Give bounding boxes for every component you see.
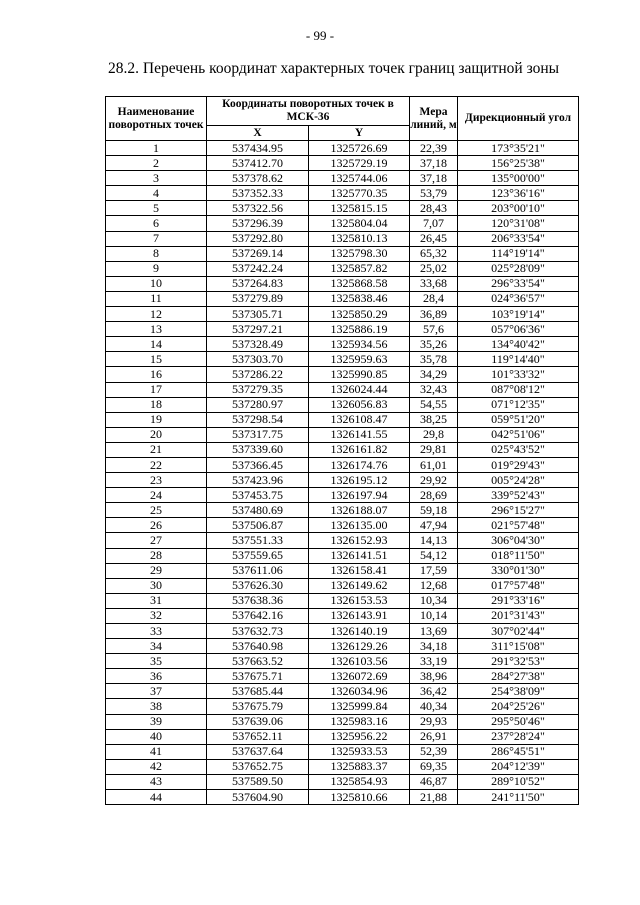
section-title: 28.2. Перечень координат характерных точек границ защитной зоны bbox=[108, 60, 560, 77]
point-number-cell: 4 bbox=[106, 186, 207, 201]
table-row bbox=[106, 216, 579, 231]
line-length-cell: 25,02 bbox=[410, 261, 458, 276]
point-number-cell: 21 bbox=[106, 442, 207, 457]
x-coordinate-cell: 537296.39 bbox=[207, 216, 309, 231]
y-coordinate-cell: 1326056.83 bbox=[309, 397, 410, 412]
direction-angle-cell: 123°36'16" bbox=[458, 186, 579, 201]
y-coordinate-cell: 1325804.04 bbox=[309, 216, 410, 231]
header-x: X bbox=[207, 126, 309, 141]
table-row bbox=[106, 593, 579, 608]
point-number-cell: 24 bbox=[106, 488, 207, 503]
table-row bbox=[106, 774, 579, 789]
table-row bbox=[106, 624, 579, 639]
y-coordinate-cell: 1326135.00 bbox=[309, 518, 410, 533]
x-coordinate-cell: 537434.95 bbox=[207, 141, 309, 156]
table-row bbox=[106, 503, 579, 518]
line-length-cell: 47,94 bbox=[410, 518, 458, 533]
table-row bbox=[106, 427, 579, 442]
direction-angle-cell: 204°25'26" bbox=[458, 699, 579, 714]
header-y: Y bbox=[309, 126, 410, 141]
direction-angle-cell: 206°33'54" bbox=[458, 231, 579, 246]
point-number-cell: 44 bbox=[106, 790, 207, 805]
x-coordinate-cell: 537279.89 bbox=[207, 291, 309, 306]
direction-angle-cell: 135°00'00" bbox=[458, 171, 579, 186]
point-number-cell: 1 bbox=[106, 141, 207, 156]
x-coordinate-cell: 537638.36 bbox=[207, 593, 309, 608]
line-length-cell: 28,4 bbox=[410, 291, 458, 306]
y-coordinate-cell: 1325838.46 bbox=[309, 291, 410, 306]
point-number-cell: 36 bbox=[106, 669, 207, 684]
direction-angle-cell: 284°27'38" bbox=[458, 669, 579, 684]
line-length-cell: 29,93 bbox=[410, 714, 458, 729]
y-coordinate-cell: 1325934.56 bbox=[309, 337, 410, 352]
x-coordinate-cell: 537675.71 bbox=[207, 669, 309, 684]
point-number-cell: 41 bbox=[106, 744, 207, 759]
y-coordinate-cell: 1325990.85 bbox=[309, 367, 410, 382]
line-length-cell: 40,34 bbox=[410, 699, 458, 714]
line-length-cell: 34,29 bbox=[410, 367, 458, 382]
y-coordinate-cell: 1325810.13 bbox=[309, 231, 410, 246]
point-number-cell: 19 bbox=[106, 412, 207, 427]
y-coordinate-cell: 1325854.93 bbox=[309, 774, 410, 789]
point-number-cell: 22 bbox=[106, 457, 207, 472]
y-coordinate-cell: 1326141.55 bbox=[309, 427, 410, 442]
line-length-cell: 7,07 bbox=[410, 216, 458, 231]
y-coordinate-cell: 1325729.19 bbox=[309, 156, 410, 171]
line-length-cell: 29,92 bbox=[410, 473, 458, 488]
table-row bbox=[106, 382, 579, 397]
point-number-cell: 40 bbox=[106, 729, 207, 744]
table-row bbox=[106, 186, 579, 201]
header-point-name: Наименование поворотных точек bbox=[106, 97, 207, 141]
x-coordinate-cell: 537559.65 bbox=[207, 548, 309, 563]
direction-angle-cell: 101°33'32" bbox=[458, 367, 579, 382]
y-coordinate-cell: 1326161.82 bbox=[309, 442, 410, 457]
point-number-cell: 2 bbox=[106, 156, 207, 171]
table-row bbox=[106, 518, 579, 533]
direction-angle-cell: 120°31'08" bbox=[458, 216, 579, 231]
x-coordinate-cell: 537506.87 bbox=[207, 518, 309, 533]
x-coordinate-cell: 537611.06 bbox=[207, 563, 309, 578]
line-length-cell: 13,69 bbox=[410, 624, 458, 639]
x-coordinate-cell: 537292.80 bbox=[207, 231, 309, 246]
line-length-cell: 35,26 bbox=[410, 337, 458, 352]
table-row bbox=[106, 457, 579, 472]
header-direction: Дирекционный угол bbox=[458, 97, 579, 141]
line-length-cell: 57,6 bbox=[410, 322, 458, 337]
line-length-cell: 32,43 bbox=[410, 382, 458, 397]
table-row bbox=[106, 307, 579, 322]
point-number-cell: 34 bbox=[106, 639, 207, 654]
direction-angle-cell: 173°35'21" bbox=[458, 141, 579, 156]
table-row bbox=[106, 412, 579, 427]
point-number-cell: 28 bbox=[106, 548, 207, 563]
point-number-cell: 9 bbox=[106, 261, 207, 276]
y-coordinate-cell: 1325933.53 bbox=[309, 744, 410, 759]
coordinates-table bbox=[105, 96, 579, 805]
direction-angle-cell: 295°50'46" bbox=[458, 714, 579, 729]
table-row bbox=[106, 367, 579, 382]
table-row bbox=[106, 276, 579, 291]
direction-angle-cell: 103°19'14" bbox=[458, 307, 579, 322]
x-coordinate-cell: 537280.97 bbox=[207, 397, 309, 412]
x-coordinate-cell: 537279.35 bbox=[207, 382, 309, 397]
line-length-cell: 33,68 bbox=[410, 276, 458, 291]
table-row bbox=[106, 669, 579, 684]
y-coordinate-cell: 1325956.22 bbox=[309, 729, 410, 744]
direction-angle-cell: 024°36'57" bbox=[458, 291, 579, 306]
point-number-cell: 43 bbox=[106, 774, 207, 789]
x-coordinate-cell: 537264.83 bbox=[207, 276, 309, 291]
y-coordinate-cell: 1325868.58 bbox=[309, 276, 410, 291]
point-number-cell: 14 bbox=[106, 337, 207, 352]
line-length-cell: 26,91 bbox=[410, 729, 458, 744]
line-length-cell: 59,18 bbox=[410, 503, 458, 518]
x-coordinate-cell: 537378.62 bbox=[207, 171, 309, 186]
direction-angle-cell: 241°11'50" bbox=[458, 790, 579, 805]
point-number-cell: 6 bbox=[106, 216, 207, 231]
table-row bbox=[106, 291, 579, 306]
line-length-cell: 38,96 bbox=[410, 669, 458, 684]
x-coordinate-cell: 537339.60 bbox=[207, 442, 309, 457]
table-row bbox=[106, 654, 579, 669]
x-coordinate-cell: 537604.90 bbox=[207, 790, 309, 805]
point-number-cell: 17 bbox=[106, 382, 207, 397]
table-row bbox=[106, 352, 579, 367]
x-coordinate-cell: 537480.69 bbox=[207, 503, 309, 518]
line-length-cell: 29,8 bbox=[410, 427, 458, 442]
line-length-cell: 28,43 bbox=[410, 201, 458, 216]
point-number-cell: 33 bbox=[106, 624, 207, 639]
y-coordinate-cell: 1326072.69 bbox=[309, 669, 410, 684]
direction-angle-cell: 286°45'51" bbox=[458, 744, 579, 759]
table-row bbox=[106, 261, 579, 276]
point-number-cell: 7 bbox=[106, 231, 207, 246]
direction-angle-cell: 025°28'09" bbox=[458, 261, 579, 276]
point-number-cell: 10 bbox=[106, 276, 207, 291]
line-length-cell: 34,18 bbox=[410, 639, 458, 654]
direction-angle-cell: 017°57'48" bbox=[458, 578, 579, 593]
direction-angle-cell: 057°06'36" bbox=[458, 322, 579, 337]
y-coordinate-cell: 1325770.35 bbox=[309, 186, 410, 201]
line-length-cell: 36,89 bbox=[410, 307, 458, 322]
x-coordinate-cell: 537366.45 bbox=[207, 457, 309, 472]
direction-angle-cell: 330°01'30" bbox=[458, 563, 579, 578]
direction-angle-cell: 114°19'14" bbox=[458, 246, 579, 261]
point-number-cell: 38 bbox=[106, 699, 207, 714]
table-row bbox=[106, 790, 579, 805]
x-coordinate-cell: 537317.75 bbox=[207, 427, 309, 442]
table-row bbox=[106, 231, 579, 246]
line-length-cell: 14,13 bbox=[410, 533, 458, 548]
x-coordinate-cell: 537652.11 bbox=[207, 729, 309, 744]
table-row bbox=[106, 684, 579, 699]
point-number-cell: 11 bbox=[106, 291, 207, 306]
y-coordinate-cell: 1326153.53 bbox=[309, 593, 410, 608]
point-number-cell: 27 bbox=[106, 533, 207, 548]
y-coordinate-cell: 1326143.91 bbox=[309, 608, 410, 623]
y-coordinate-cell: 1326024.44 bbox=[309, 382, 410, 397]
y-coordinate-cell: 1326129.26 bbox=[309, 639, 410, 654]
y-coordinate-cell: 1326103.56 bbox=[309, 654, 410, 669]
x-coordinate-cell: 537328.49 bbox=[207, 337, 309, 352]
direction-angle-cell: 042°51'06" bbox=[458, 427, 579, 442]
line-length-cell: 38,25 bbox=[410, 412, 458, 427]
x-coordinate-cell: 537305.71 bbox=[207, 307, 309, 322]
line-length-cell: 29,81 bbox=[410, 442, 458, 457]
table-row bbox=[106, 322, 579, 337]
line-length-cell: 22,39 bbox=[410, 141, 458, 156]
x-coordinate-cell: 537322.56 bbox=[207, 201, 309, 216]
x-coordinate-cell: 537639.06 bbox=[207, 714, 309, 729]
x-coordinate-cell: 537685.44 bbox=[207, 684, 309, 699]
x-coordinate-cell: 537640.98 bbox=[207, 639, 309, 654]
line-length-cell: 54,55 bbox=[410, 397, 458, 412]
point-number-cell: 30 bbox=[106, 578, 207, 593]
direction-angle-cell: 203°00'10" bbox=[458, 201, 579, 216]
table-row bbox=[106, 201, 579, 216]
table-row bbox=[106, 473, 579, 488]
line-length-cell: 10,34 bbox=[410, 593, 458, 608]
y-coordinate-cell: 1325857.82 bbox=[309, 261, 410, 276]
point-number-cell: 20 bbox=[106, 427, 207, 442]
x-coordinate-cell: 537663.52 bbox=[207, 654, 309, 669]
y-coordinate-cell: 1325744.06 bbox=[309, 171, 410, 186]
line-length-cell: 69,35 bbox=[410, 759, 458, 774]
point-number-cell: 29 bbox=[106, 563, 207, 578]
x-coordinate-cell: 537675.79 bbox=[207, 699, 309, 714]
y-coordinate-cell: 1326195.12 bbox=[309, 473, 410, 488]
direction-angle-cell: 119°14'40" bbox=[458, 352, 579, 367]
direction-angle-cell: 237°28'24" bbox=[458, 729, 579, 744]
line-length-cell: 10,14 bbox=[410, 608, 458, 623]
header-length: Мера линий, м bbox=[410, 97, 458, 141]
y-coordinate-cell: 1326108.47 bbox=[309, 412, 410, 427]
direction-angle-cell: 296°15'27" bbox=[458, 503, 579, 518]
line-length-cell: 65,32 bbox=[410, 246, 458, 261]
table-row bbox=[106, 699, 579, 714]
y-coordinate-cell: 1326140.19 bbox=[309, 624, 410, 639]
y-coordinate-cell: 1326149.62 bbox=[309, 578, 410, 593]
x-coordinate-cell: 537642.16 bbox=[207, 608, 309, 623]
point-number-cell: 31 bbox=[106, 593, 207, 608]
table-row bbox=[106, 578, 579, 593]
table-row bbox=[106, 548, 579, 563]
y-coordinate-cell: 1326197.94 bbox=[309, 488, 410, 503]
line-length-cell: 21,88 bbox=[410, 790, 458, 805]
page-number: - 99 - bbox=[305, 28, 335, 43]
direction-angle-cell: 307°02'44" bbox=[458, 624, 579, 639]
table-row bbox=[106, 533, 579, 548]
line-length-cell: 37,18 bbox=[410, 171, 458, 186]
x-coordinate-cell: 537453.75 bbox=[207, 488, 309, 503]
y-coordinate-cell: 1326158.41 bbox=[309, 563, 410, 578]
point-number-cell: 18 bbox=[106, 397, 207, 412]
y-coordinate-cell: 1326152.93 bbox=[309, 533, 410, 548]
direction-angle-cell: 296°33'54" bbox=[458, 276, 579, 291]
table-row bbox=[106, 337, 579, 352]
x-coordinate-cell: 537551.33 bbox=[207, 533, 309, 548]
point-number-cell: 3 bbox=[106, 171, 207, 186]
table-row bbox=[106, 563, 579, 578]
x-coordinate-cell: 537652.75 bbox=[207, 759, 309, 774]
point-number-cell: 23 bbox=[106, 473, 207, 488]
direction-angle-cell: 289°10'52" bbox=[458, 774, 579, 789]
table-row bbox=[106, 171, 579, 186]
direction-angle-cell: 291°32'53" bbox=[458, 654, 579, 669]
line-length-cell: 46,87 bbox=[410, 774, 458, 789]
line-length-cell: 17,59 bbox=[410, 563, 458, 578]
point-number-cell: 26 bbox=[106, 518, 207, 533]
x-coordinate-cell: 537412.70 bbox=[207, 156, 309, 171]
point-number-cell: 37 bbox=[106, 684, 207, 699]
line-length-cell: 37,18 bbox=[410, 156, 458, 171]
direction-angle-cell: 071°12'35" bbox=[458, 397, 579, 412]
table-row bbox=[106, 639, 579, 654]
direction-angle-cell: 005°24'28" bbox=[458, 473, 579, 488]
y-coordinate-cell: 1326141.51 bbox=[309, 548, 410, 563]
y-coordinate-cell: 1325886.19 bbox=[309, 322, 410, 337]
direction-angle-cell: 134°40'42" bbox=[458, 337, 579, 352]
y-coordinate-cell: 1325883.37 bbox=[309, 759, 410, 774]
point-number-cell: 12 bbox=[106, 307, 207, 322]
line-length-cell: 61,01 bbox=[410, 457, 458, 472]
x-coordinate-cell: 537286.22 bbox=[207, 367, 309, 382]
y-coordinate-cell: 1325726.69 bbox=[309, 141, 410, 156]
table-row bbox=[106, 608, 579, 623]
table-row bbox=[106, 744, 579, 759]
table-row bbox=[106, 759, 579, 774]
y-coordinate-cell: 1326174.76 bbox=[309, 457, 410, 472]
point-number-cell: 8 bbox=[106, 246, 207, 261]
line-length-cell: 53,79 bbox=[410, 186, 458, 201]
line-length-cell: 26,45 bbox=[410, 231, 458, 246]
direction-angle-cell: 087°08'12" bbox=[458, 382, 579, 397]
y-coordinate-cell: 1325999.84 bbox=[309, 699, 410, 714]
direction-angle-cell: 254°38'09" bbox=[458, 684, 579, 699]
point-number-cell: 35 bbox=[106, 654, 207, 669]
direction-angle-cell: 201°31'43" bbox=[458, 608, 579, 623]
line-length-cell: 35,78 bbox=[410, 352, 458, 367]
y-coordinate-cell: 1325850.29 bbox=[309, 307, 410, 322]
direction-angle-cell: 339°52'43" bbox=[458, 488, 579, 503]
direction-angle-cell: 021°57'48" bbox=[458, 518, 579, 533]
table-body bbox=[106, 141, 579, 805]
x-coordinate-cell: 537637.64 bbox=[207, 744, 309, 759]
x-coordinate-cell: 537269.14 bbox=[207, 246, 309, 261]
direction-angle-cell: 156°25'38" bbox=[458, 156, 579, 171]
point-number-cell: 42 bbox=[106, 759, 207, 774]
line-length-cell: 33,19 bbox=[410, 654, 458, 669]
line-length-cell: 54,12 bbox=[410, 548, 458, 563]
line-length-cell: 36,42 bbox=[410, 684, 458, 699]
x-coordinate-cell: 537589.50 bbox=[207, 774, 309, 789]
line-length-cell: 52,39 bbox=[410, 744, 458, 759]
table-row bbox=[106, 397, 579, 412]
direction-angle-cell: 019°29'43" bbox=[458, 457, 579, 472]
point-number-cell: 39 bbox=[106, 714, 207, 729]
table-row bbox=[106, 141, 579, 156]
x-coordinate-cell: 537352.33 bbox=[207, 186, 309, 201]
y-coordinate-cell: 1326034.96 bbox=[309, 684, 410, 699]
point-number-cell: 13 bbox=[106, 322, 207, 337]
y-coordinate-cell: 1325815.15 bbox=[309, 201, 410, 216]
y-coordinate-cell: 1325983.16 bbox=[309, 714, 410, 729]
direction-angle-cell: 059°51'20" bbox=[458, 412, 579, 427]
direction-angle-cell: 306°04'30" bbox=[458, 533, 579, 548]
x-coordinate-cell: 537297.21 bbox=[207, 322, 309, 337]
x-coordinate-cell: 537242.24 bbox=[207, 261, 309, 276]
x-coordinate-cell: 537626.30 bbox=[207, 578, 309, 593]
direction-angle-cell: 204°12'39" bbox=[458, 759, 579, 774]
y-coordinate-cell: 1325798.30 bbox=[309, 246, 410, 261]
y-coordinate-cell: 1325959.63 bbox=[309, 352, 410, 367]
point-number-cell: 15 bbox=[106, 352, 207, 367]
direction-angle-cell: 025°43'52" bbox=[458, 442, 579, 457]
line-length-cell: 28,69 bbox=[410, 488, 458, 503]
header-coords: Координаты поворотных точек в МСК-36 bbox=[207, 97, 410, 126]
table-row bbox=[106, 714, 579, 729]
table-row bbox=[106, 488, 579, 503]
y-coordinate-cell: 1326188.07 bbox=[309, 503, 410, 518]
table-row bbox=[106, 156, 579, 171]
table-row bbox=[106, 442, 579, 457]
x-coordinate-cell: 537423.96 bbox=[207, 473, 309, 488]
point-number-cell: 25 bbox=[106, 503, 207, 518]
point-number-cell: 32 bbox=[106, 608, 207, 623]
direction-angle-cell: 291°33'16" bbox=[458, 593, 579, 608]
y-coordinate-cell: 1325810.66 bbox=[309, 790, 410, 805]
x-coordinate-cell: 537298.54 bbox=[207, 412, 309, 427]
table-row bbox=[106, 246, 579, 261]
line-length-cell: 12,68 bbox=[410, 578, 458, 593]
point-number-cell: 5 bbox=[106, 201, 207, 216]
point-number-cell: 16 bbox=[106, 367, 207, 382]
direction-angle-cell: 018°11'50" bbox=[458, 548, 579, 563]
direction-angle-cell: 311°15'08" bbox=[458, 639, 579, 654]
table-row bbox=[106, 729, 579, 744]
x-coordinate-cell: 537303.70 bbox=[207, 352, 309, 367]
x-coordinate-cell: 537632.73 bbox=[207, 624, 309, 639]
